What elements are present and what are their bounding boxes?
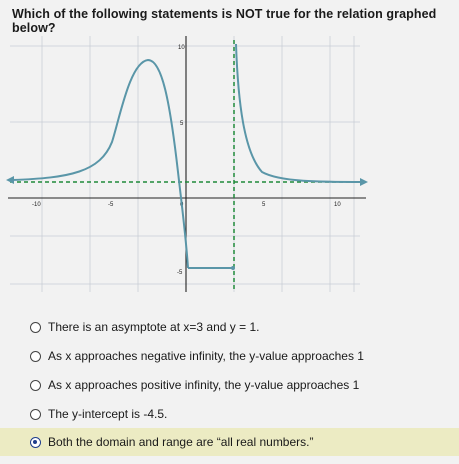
option-label: Both the domain and range are “all real numbers.” [48,435,314,449]
option-1[interactable] [0,315,459,339]
relation-graph [0,22,380,300]
radio-button[interactable] [30,380,41,391]
option-3[interactable] [0,373,459,397]
radio-button[interactable] [30,351,41,362]
right-arrow [360,178,368,186]
y-tick-5: 5 [180,121,184,127]
x-tick-0: 0 [180,202,184,208]
radio-button-selected[interactable] [30,437,41,448]
left-branch-curve [12,60,188,268]
grid [10,36,360,292]
option-label: The y-intercept is -4.5. [48,407,168,421]
x-tick-5: 5 [262,202,266,208]
option-label: As x approaches negative infinity, the y-value approaches 1 [48,349,364,363]
option-4[interactable] [0,402,459,426]
y-tick-10: 10 [178,45,185,51]
left-arrow [6,176,14,184]
option-5[interactable] [0,428,459,456]
option-label: There is an asymptote at x=3 and y = 1. [48,320,260,334]
radio-button[interactable] [30,322,41,333]
x-tick-neg5: -5 [108,202,114,208]
question-text-after: true for the relation graphed below? [12,7,437,35]
x-tick-neg10: -10 [32,202,41,208]
open-point [231,266,235,270]
right-branch-curve [236,44,364,182]
radio-button[interactable] [30,409,41,420]
question-emphasis: NOT [235,7,263,21]
x-tick-10: 10 [334,202,341,208]
question-text-before: Which of the following statements is [12,7,236,21]
option-label: As x approaches positive infinity, the y-value approaches 1 [48,378,360,392]
option-2[interactable] [0,344,459,368]
y-tick-neg5: -5 [177,270,183,276]
